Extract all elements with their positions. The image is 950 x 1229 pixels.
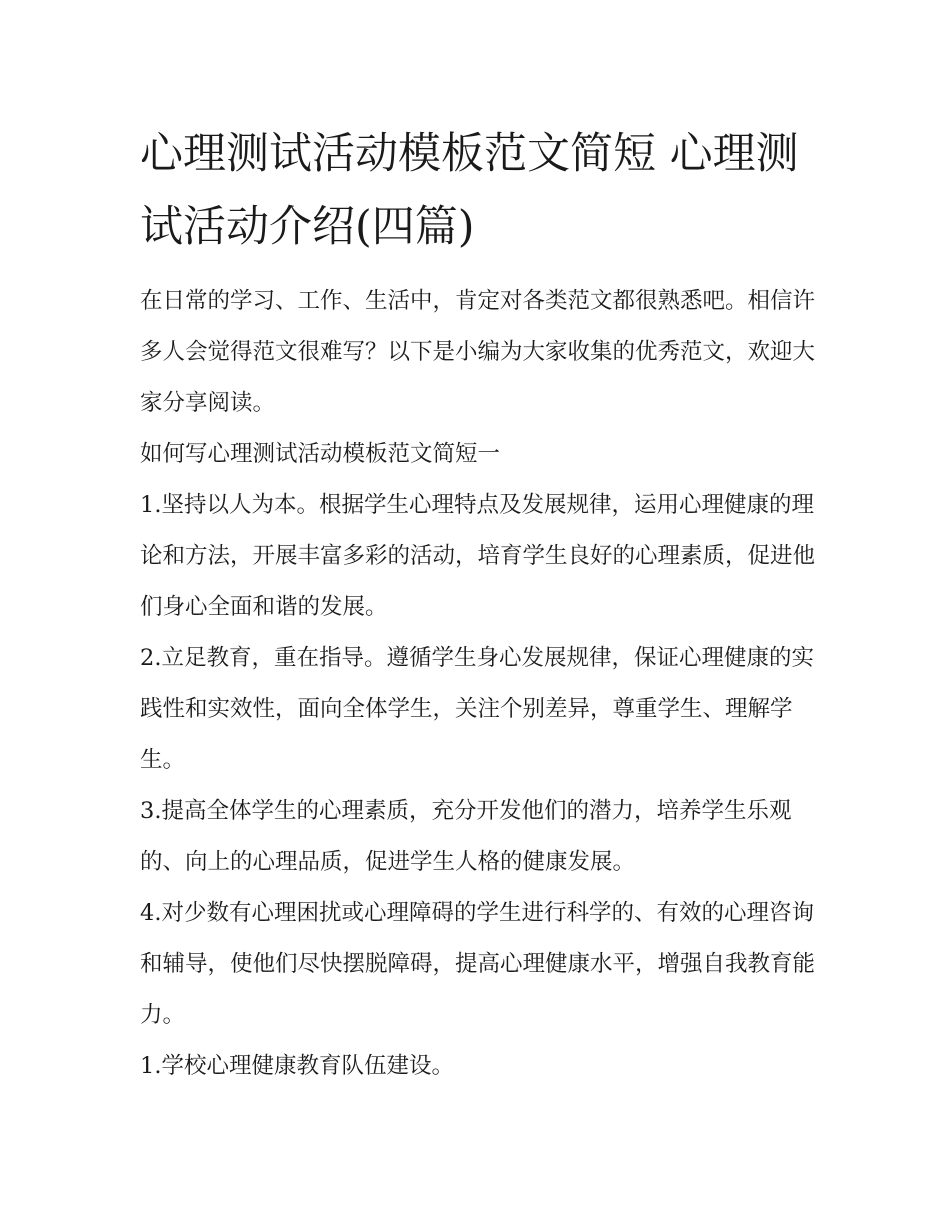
body-paragraph-2: 2.立足教育，重在指导。遵循学生身心发展规律，保证心理健康的实践性和实效性，面向全体学生，关注个别差异，尊重学生、理解学生。 xyxy=(140,645,814,773)
document-body xyxy=(140,118,820,1092)
body-paragraph-4: 4.对少数有心理困扰或心理障碍的学生进行科学的、有效的心理咨询和辅导，使他们尽快摆脱障碍，提高心理健康水平，增强自我教育能力。 xyxy=(140,900,816,1028)
body-paragraph-3: 3.提高全体学生的心理素质，充分开发他们的潜力，培养学生乐观的、向上的心理品质，促进学生人格的健康发展。 xyxy=(140,798,792,875)
body-paragraph-5: 1.学校心理健康教育队伍建设。 xyxy=(140,1053,454,1079)
intro-paragraph: 在日常的学习、工作、生活中，肯定对各类范文都很熟悉吧。相信许多人会觉得范文很难写？以下是小编为大家收集的优秀范文，欢迎大家分享阅读。 xyxy=(140,288,816,416)
body-paragraph-1: 1.坚持以人为本。根据学生心理特点及发展规律，运用心理健康的理论和方法，开展丰富多彩的活动，培育学生良好的心理素质，促进他们身心全面和谐的发展。 xyxy=(140,492,816,620)
section-heading: 如何写心理测试活动模板范文简短一 xyxy=(140,441,501,467)
document-title: 心理测试活动模板范文简短 心理测试活动介绍(四篇) xyxy=(140,129,799,252)
